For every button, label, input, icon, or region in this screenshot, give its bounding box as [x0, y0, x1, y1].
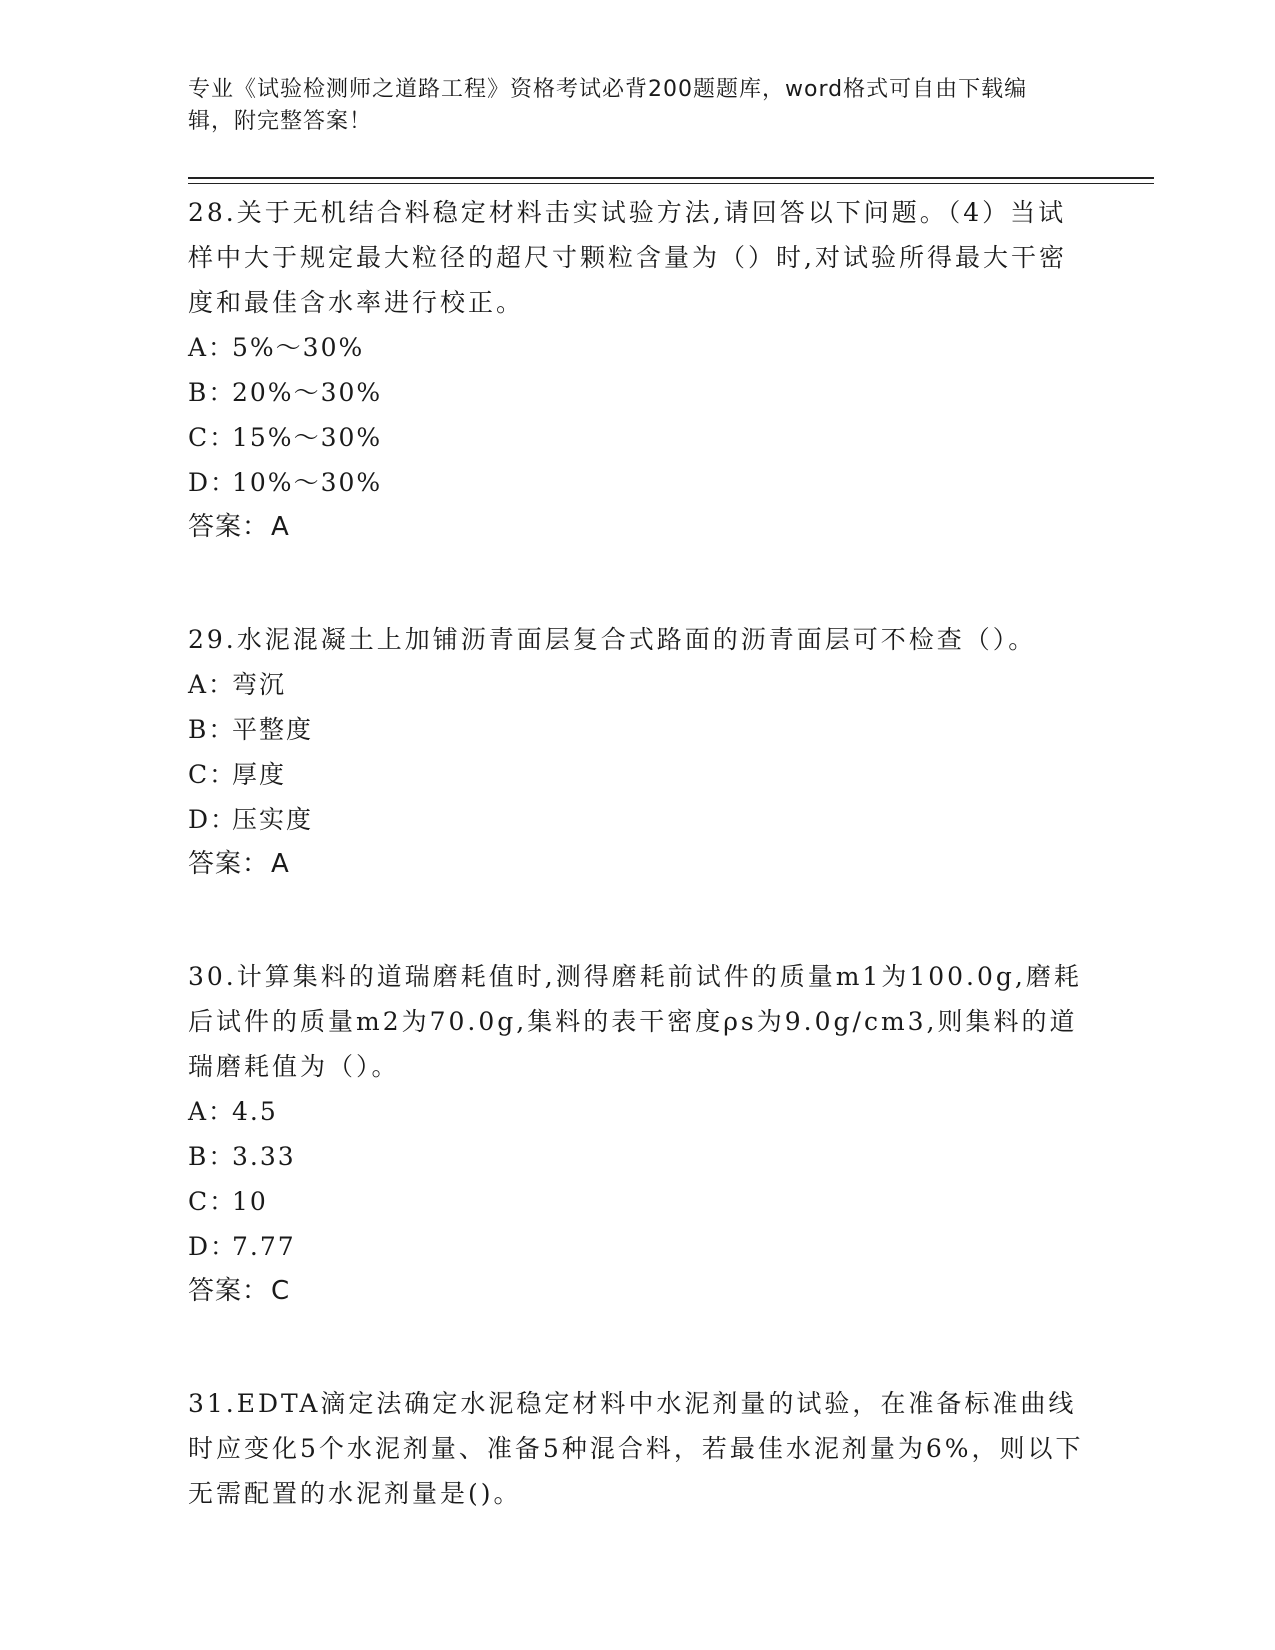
answer-value: A — [271, 849, 290, 879]
answer-line — [188, 842, 1088, 887]
option-a — [188, 1089, 1088, 1134]
document-header — [188, 74, 1068, 138]
answer-value: A — [271, 512, 290, 542]
option-text: 20%～30% — [232, 378, 383, 407]
option-letter: B： — [188, 378, 236, 407]
option-b — [188, 707, 1088, 752]
option-text: 平整度 — [232, 715, 314, 744]
option-b — [188, 1134, 1088, 1179]
option-c — [188, 415, 1088, 460]
option-letter: D： — [188, 1232, 238, 1261]
option-letter: D： — [188, 805, 238, 834]
option-text: 15%～30% — [232, 423, 383, 452]
option-letter: D： — [188, 468, 238, 497]
option-letter: A： — [188, 333, 236, 362]
question-30 — [188, 954, 1088, 1314]
answer-line — [188, 505, 1088, 550]
question-stem: 30.计算集料的道瑞磨耗值时,测得磨耗前试件的质量m1为100.0g,磨耗后试件的质量m2为70.0g,集料的表干密度ρs为9.0g/cm3,则集料的道瑞磨耗值为（）。 — [188, 962, 1082, 1081]
question-28 — [188, 190, 1088, 550]
option-c — [188, 752, 1088, 797]
header-divider-thick — [188, 177, 1154, 179]
option-text: 7.77 — [232, 1232, 296, 1261]
option-letter: A： — [188, 670, 236, 699]
option-text: 3.33 — [232, 1142, 296, 1171]
option-text: 10 — [232, 1187, 268, 1216]
answer-value: C — [271, 1276, 291, 1306]
option-letter: B： — [188, 715, 236, 744]
answer-line — [188, 1269, 1088, 1314]
question-29 — [188, 617, 1088, 887]
option-letter: C： — [188, 760, 237, 789]
option-d — [188, 460, 1088, 505]
option-a — [188, 325, 1088, 370]
option-d — [188, 1224, 1088, 1269]
header-text: 专业《试验检测师之道路工程》资格考试必背200题题库，word格式可自由下载编辑，附完整答案！ — [188, 77, 1028, 134]
option-letter: A： — [188, 1097, 236, 1126]
question-list — [188, 190, 1088, 1516]
option-text: 10%～30% — [232, 468, 383, 497]
question-stem: 31.EDTA滴定法确定水泥稳定材料中水泥剂量的试验，在准备标准曲线时应变化5个水泥剂量、准备5种混合料，若最佳水泥剂量为6%，则以下无需配置的水泥剂量是()。 — [188, 1389, 1084, 1508]
option-b — [188, 370, 1088, 415]
option-c — [188, 1179, 1088, 1224]
option-text: 压实度 — [232, 805, 314, 834]
option-text: 弯沉 — [232, 670, 287, 699]
answer-label: 答案： — [188, 512, 270, 542]
option-text: 4.5 — [232, 1097, 278, 1126]
option-d — [188, 797, 1088, 842]
option-letter: C： — [188, 1187, 237, 1216]
question-stem: 29.水泥混凝土上加铺沥青面层复合式路面的沥青面层可不检查（）。 — [188, 625, 1037, 654]
answer-label: 答案： — [188, 849, 270, 879]
option-letter: B： — [188, 1142, 236, 1171]
question-stem: 28.关于无机结合料稳定材料击实试验方法,请回答以下问题。（4）当试样中大于规定最大粒径的超尺寸颗粒含量为（）时,对试验所得最大干密度和最佳含水率进行校正。 — [188, 198, 1067, 317]
option-a — [188, 662, 1088, 707]
option-text: 厚度 — [232, 760, 287, 789]
option-letter: C： — [188, 423, 237, 452]
option-text: 5%～30% — [232, 333, 365, 362]
answer-label: 答案： — [188, 1276, 270, 1306]
header-divider-thin — [188, 183, 1154, 184]
question-31 — [188, 1381, 1088, 1516]
